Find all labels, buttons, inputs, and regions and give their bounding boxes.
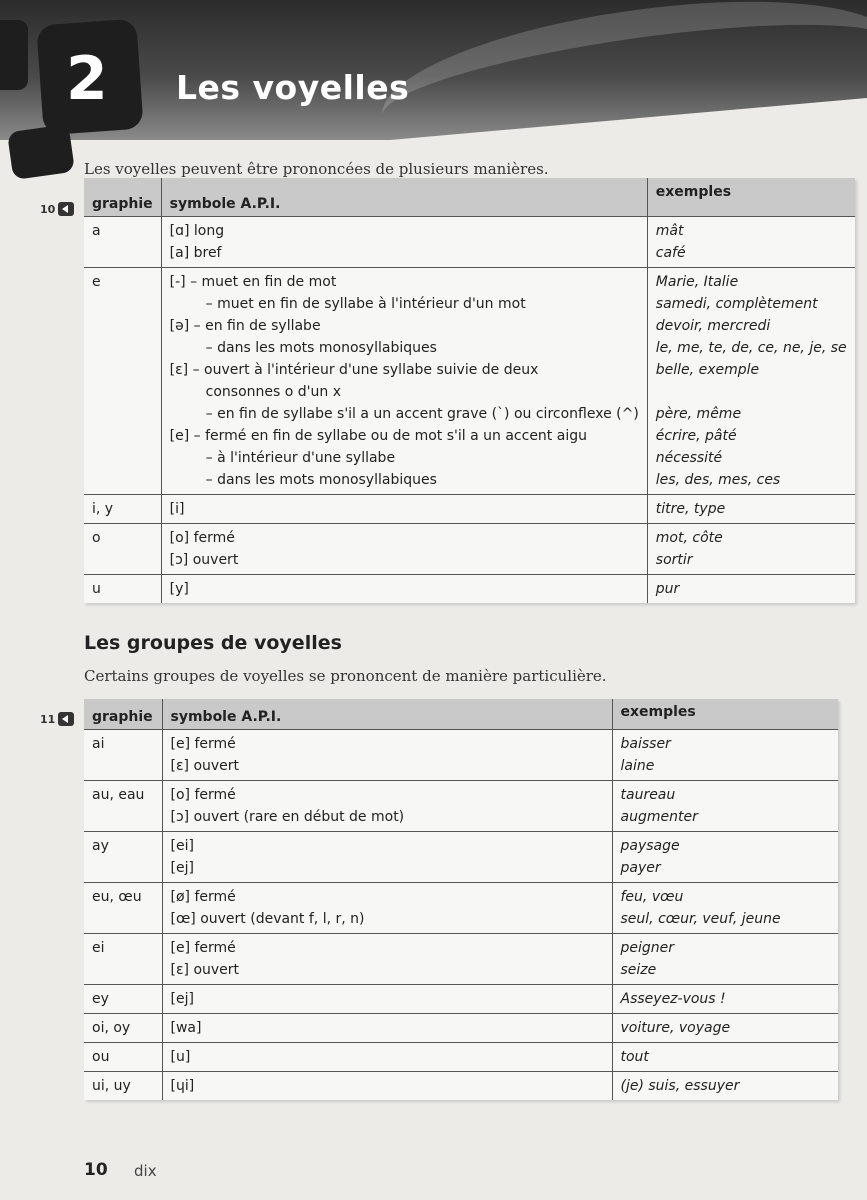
symbole-line: [ɔ] ouvert: [169, 552, 239, 568]
symbole-line: [e] fermé: [170, 940, 236, 956]
exemples-cell: [612, 832, 838, 883]
symbole-line: [ə] – en fin de syllabe: [169, 318, 321, 334]
example-line: laine: [620, 758, 655, 774]
graphie-cell: au, eau: [84, 781, 162, 832]
exemples-cell: [612, 781, 838, 832]
example-line: samedi, complètement: [655, 296, 818, 312]
example-line: tout: [620, 1049, 649, 1065]
exemples-cell: [647, 217, 854, 268]
graphie-cell: ei: [84, 934, 162, 985]
header-exemples: exemples: [647, 178, 854, 217]
example-line: mât: [655, 223, 684, 239]
example-line: les, des, mes, ces: [655, 472, 781, 488]
table-row: [84, 1014, 838, 1043]
audio-track-10[interactable]: [40, 202, 74, 216]
symbole-line: consonnes o d'un x: [205, 384, 341, 400]
symbole-cell: [161, 495, 647, 524]
example-line: (je) suis, essuyer: [620, 1078, 740, 1094]
example-line: paysage: [620, 838, 680, 854]
symbole-line: [ei]: [170, 838, 194, 854]
speaker-icon: [58, 712, 74, 726]
track-number: 10: [40, 202, 56, 216]
symbole-line: – à l'intérieur d'une syllabe: [205, 450, 396, 466]
symbole-line: [a] bref: [169, 245, 222, 261]
graphie-cell: e: [84, 268, 161, 495]
symbole-line: [y]: [169, 581, 189, 597]
symbole-cell: [162, 730, 612, 781]
graphie-cell: o: [84, 524, 161, 575]
chapter-number: 2: [66, 44, 108, 114]
exemples-cell: [647, 268, 854, 495]
graphie-cell: ai: [84, 730, 162, 781]
symbole-line: [e] fermé: [170, 736, 236, 752]
example-line: le, me, te, de, ce, ne, je, se: [655, 340, 847, 356]
symbole-line: – dans les mots monosyllabiques: [205, 340, 437, 356]
vowel-groups-table: [84, 699, 838, 1100]
symbole-cell: [162, 1072, 612, 1101]
graphie-cell: eu, œu: [84, 883, 162, 934]
symbole-line: – en fin de syllabe s'il a un accent grave (`) ou circonflexe (^): [205, 406, 639, 422]
chapter-title: Les voyelles: [176, 68, 410, 107]
example-line: nécessité: [655, 450, 723, 466]
symbole-cell: [162, 1043, 612, 1072]
table-header-row: [84, 699, 838, 730]
header-symbole: symbole A.P.I.: [162, 699, 612, 730]
symbole-cell: [162, 832, 612, 883]
example-line: augmenter: [620, 809, 698, 825]
symbole-cell: [162, 781, 612, 832]
symbole-cell: [161, 217, 647, 268]
table-row: [84, 781, 838, 832]
example-line: mot, côte: [655, 530, 723, 546]
symbole-line: [ø] fermé: [170, 889, 236, 905]
table-row: [84, 1072, 838, 1101]
graphie-cell: i, y: [84, 495, 161, 524]
section-heading: Les groupes de voyelles: [84, 632, 342, 654]
graphie-cell: a: [84, 217, 161, 268]
symbole-line: – dans les mots monosyllabiques: [205, 472, 437, 488]
header-symbole: symbole A.P.I.: [161, 178, 647, 217]
symbole-cell: [161, 575, 647, 604]
symbole-line: [o] fermé: [170, 787, 236, 803]
table-row: [84, 524, 855, 575]
symbole-line: [ej]: [170, 860, 194, 876]
symbole-line: [ɛ] ouvert: [170, 962, 240, 978]
symbole-cell: [161, 524, 647, 575]
symbole-line: [e] – fermé en fin de syllabe ou de mot s'il a un accent aigu: [169, 428, 587, 444]
exemples-cell: [612, 985, 838, 1014]
symbole-line: [o] fermé: [169, 530, 235, 546]
example-line: pur: [655, 581, 680, 597]
example-line: Marie, Italie: [655, 274, 739, 290]
symbole-line: [ɑ] long: [169, 223, 225, 239]
symbole-line: [ɥi]: [170, 1078, 195, 1094]
table-row: [84, 730, 838, 781]
symbole-line: [-] – muet en fin de mot: [169, 274, 337, 290]
speaker-icon: [58, 202, 74, 216]
audio-track-11[interactable]: [40, 712, 74, 726]
symbole-line: [ɛ] – ouvert à l'intérieur d'une syllabe suivie de deux: [169, 362, 539, 378]
symbole-line: [ɔ] ouvert (rare en début de mot): [170, 809, 405, 825]
exemples-cell: [647, 575, 854, 604]
example-line: peigner: [620, 940, 675, 956]
exemples-cell: [612, 934, 838, 985]
example-line: titre, type: [655, 501, 726, 517]
header-exemples: exemples: [612, 699, 838, 730]
symbole-line: [i]: [169, 501, 185, 517]
example-line: baisser: [620, 736, 671, 752]
table-row: [84, 1043, 838, 1072]
symbole-line: – muet en fin de syllabe à l'intérieur d'un mot: [205, 296, 526, 312]
graphie-cell: oi, oy: [84, 1014, 162, 1043]
symbole-cell: [162, 1014, 612, 1043]
exemples-cell: [612, 730, 838, 781]
example-line: père, même: [655, 406, 742, 422]
symbole-line: [wa]: [170, 1020, 202, 1036]
symbole-line: [u]: [170, 1049, 191, 1065]
graphie-cell: ou: [84, 1043, 162, 1072]
table-row: [84, 934, 838, 985]
example-line: seul, cœur, veuf, jeune: [620, 911, 781, 927]
table-row: [84, 883, 838, 934]
example-line: [656, 381, 847, 403]
table-row: [84, 832, 838, 883]
vowels-table: [84, 178, 855, 603]
table-row: [84, 217, 855, 268]
symbole-line: [ej]: [170, 991, 194, 1007]
example-line: belle, exemple: [655, 362, 760, 378]
exemples-cell: [647, 524, 854, 575]
table-row: [84, 268, 855, 495]
example-line: café: [655, 245, 686, 261]
example-line: taureau: [620, 787, 676, 803]
intro-text: Les voyelles peuvent être prononcées de plusieurs manières.: [84, 160, 549, 178]
table-row: [84, 575, 855, 604]
track-number: 11: [40, 712, 56, 726]
symbole-line: [ɛ] ouvert: [170, 758, 240, 774]
decorative-square: [7, 124, 75, 180]
table-row: [84, 495, 855, 524]
example-line: écrire, pâté: [655, 428, 737, 444]
example-line: payer: [620, 860, 661, 876]
graphie-cell: u: [84, 575, 161, 604]
exemples-cell: [612, 1072, 838, 1101]
example-line: sortir: [655, 552, 693, 568]
example-line: devoir, mercredi: [655, 318, 771, 334]
symbole-line: [œ] ouvert (devant f, l, r, n): [170, 911, 365, 927]
symbole-cell: [161, 268, 647, 495]
exemples-cell: [612, 1014, 838, 1043]
example-line: voiture, voyage: [620, 1020, 731, 1036]
symbole-cell: [162, 985, 612, 1014]
exemples-cell: [612, 1043, 838, 1072]
decorative-square: [0, 20, 28, 90]
section-intro-text: Certains groupes de voyelles se prononcent de manière particulière.: [84, 667, 607, 685]
example-line: feu, vœu: [620, 889, 684, 905]
table-header-row: [84, 178, 855, 217]
exemples-cell: [647, 495, 854, 524]
symbole-cell: [162, 934, 612, 985]
header-graphie: graphie: [84, 699, 162, 730]
page-number-word: dix: [134, 1162, 157, 1180]
example-line: seize: [620, 962, 657, 978]
table-row: [84, 985, 838, 1014]
page-number: 10: [84, 1160, 108, 1180]
symbole-cell: [162, 883, 612, 934]
graphie-cell: ui, uy: [84, 1072, 162, 1101]
header-graphie: graphie: [84, 178, 161, 217]
graphie-cell: ay: [84, 832, 162, 883]
example-line: Asseyez-vous !: [620, 991, 726, 1007]
graphie-cell: ey: [84, 985, 162, 1014]
exemples-cell: [612, 883, 838, 934]
